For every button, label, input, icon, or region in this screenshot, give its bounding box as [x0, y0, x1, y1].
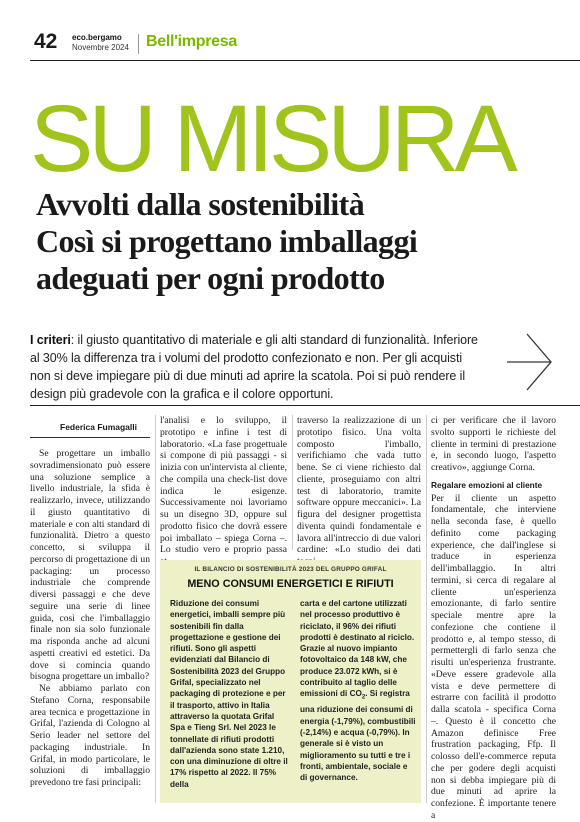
publication-name: eco.bergamo	[72, 33, 122, 42]
headline-line: adeguati per ogni prodotto	[36, 260, 385, 296]
article-column-2	[160, 415, 287, 556]
column-divider	[426, 415, 427, 803]
article-column-4	[431, 415, 556, 821]
chevron-right-arrow-icon	[505, 332, 555, 392]
standfirst	[30, 331, 485, 403]
headline-line: Avvolti dalla sostenibilità	[36, 186, 365, 222]
standfirst-rule	[30, 405, 580, 406]
page-number: 42	[34, 30, 58, 53]
box-title: MENO CONSUMI ENERGETICI E RIFIUTI	[187, 578, 394, 590]
standfirst-text: : il giusto quantitativo di materiale e gli alti standard di funzionalità. Inferiore al 30% la differenza tra i volumi del prodotto confezionato e non. Per gli acquisti non si deve impiegare più di due minuti ad aprire la scatola. Poi si può rendere il design più gradevole con la grafica e il colore opportuni.	[30, 333, 478, 401]
paragraph: l'analisi e lo sviluppo, il prototipo e infine i test di laboratorio. «La fase progettuale si compone di più passaggi - si inizia con un'intervista al cliente, che compila una check-list dove indica le esigenze. Successivamente noi lavoriamo su un disegno 3D, oppure sul prodotto fisico che dovrà essere poi imballato – spiega Corna –. Lo studio vero e proprio passa	[160, 415, 287, 556]
sustainability-box	[160, 560, 421, 803]
paragraph: Per il cliente un aspetto fondamentale, che interviene nella seconda fase, è quello definito come packaging experience, che dall'inglese si traduce in esperienza dell'imballaggio. In altri termini, si cerca di regalare al cliente un'esperienza emozionante, di farlo sentire speciale mentre apre la confezione che contiene il prodotto e, al tempo stesso, di permettergli di farlo senza che risulti un'esperienza frustrante. «Deve essere gradevole alla vista e deve permettere di estrarre con facilità il prodotto dalla scatola - specifica Corna –. Questo è il concetto che Amazon definisce Free frustration packaging, Ffp. Il colosso dell'e-commerce reputa che per godere degli acquisti non si debba impiegare più di due minuti ad aprire la confezione. È importante tenere a	[431, 492, 556, 821]
byline-rule	[30, 437, 150, 438]
subheading: Regalare emozioni al cliente	[431, 479, 543, 490]
box-label: IL BILANCIO DI SOSTENIBILITÀ 2023 DEL GRUPPO GRIFAL	[194, 566, 387, 573]
paragraph: Se progettare un imballo sovradimensionato può essere una soluzione semplice a livello industriale, la sfida è realizzarlo, invece, utilizzando il giusto quantitativo di materiale e con alti standard di funzionalità. Dietro a questo concetto, si sviluppa il percorso di progettazione di un packaging: un processo industriale che comprende diversi passaggi e che deve seguire una serie di linee guida, così che l'imballaggio finale non sia solo funzionale ma risponda anche ad alcuni aspetti creativi ed estetici. Da dove si comincia quando bisogna progettare un imballo?	[30, 448, 150, 683]
headline	[36, 186, 576, 297]
article-column-3	[297, 415, 421, 556]
kicker-title: SU MISURA	[30, 86, 513, 192]
paragraph: Ne abbiamo parlato con Stefano Corna, responsabile area tecnica e progettazione in Grifal, l'azienda di Cologno al Serio leader nel settore del packaging industriale. In Grifal, in modo particolare, le soluzioni di imballaggio prevedono tre fasi principali:	[30, 683, 150, 788]
box-paragraph: Riduzione dei consumi energetici, imballi sempre più sostenibili fin dalla progettazione e gestione dei rifiuti. Sono gli aspetti evidenziati dal Bilancio di Sostenibilità 2023 del Gruppo Grifal, specializzato nel packaging di protezione e per il trasporto, attivo in Italia attraverso la quotata Grifal Spa e Tieng Srl. Nel 2023 le tonnellate di rifiuti prodotti dall'azienda sono state 1.210, con una diminuzione di oltre il 17% rispetto al 2022. Il 75% della	[170, 599, 288, 789]
article-column-1	[30, 448, 150, 796]
byline: Federica Fumagalli	[60, 422, 137, 432]
column-divider	[292, 415, 293, 550]
section-title: Bell'impresa	[146, 33, 237, 50]
column-divider	[155, 415, 156, 803]
standfirst-lead: I criteri	[30, 333, 71, 347]
box-column-2	[300, 598, 416, 798]
box-column-1	[170, 598, 289, 798]
subscript: 2	[361, 695, 366, 702]
box-text: carta e del cartone utilizzati nel processo produttivo è riciclato, il 96% dei rifiuti prodotti è destinato al riciclo. Grazie al nuovo impianto fotovoltaico da 148 kW, che produce 23.072 kWh, si è contribuito al taglio delle emissioni di CO	[300, 599, 415, 699]
publication-block	[72, 33, 129, 53]
paragraph: traverso la realizzazione di un prototipo fisico. Una volta composto l'imballo, verifichiamo che vada tutto bene. Se ci viene richiesto dal cliente, proseguiamo con altri test di laboratorio, tramite software oppure meccanici». La figura del designer progettista diventa quindi fondamentale e lavora all'intreccio di due valori cardine: «Lo studio dei dati	[297, 415, 421, 556]
header-rule	[30, 60, 580, 61]
headline-line: Così si progettano imballaggi	[36, 223, 418, 259]
box-text: . Si registra una riduzione dei consumi di energia (-1,79%), combustibili (-2,14%) e acqua (-0,79%). In generale si è visto un miglioramento su tutti e tre i fronti, ambientale, sociale e di governance.	[300, 689, 416, 783]
issue-date: Novembre 2024	[72, 43, 129, 52]
box-paragraph	[300, 598, 416, 783]
paragraph: ci per verificare che il lavoro svolto supporti le richieste del cliente in termini di prestazione e, in secondo luogo, l'aspetto creativo», aggiunge Corna.	[431, 415, 556, 473]
header-separator	[138, 34, 139, 54]
